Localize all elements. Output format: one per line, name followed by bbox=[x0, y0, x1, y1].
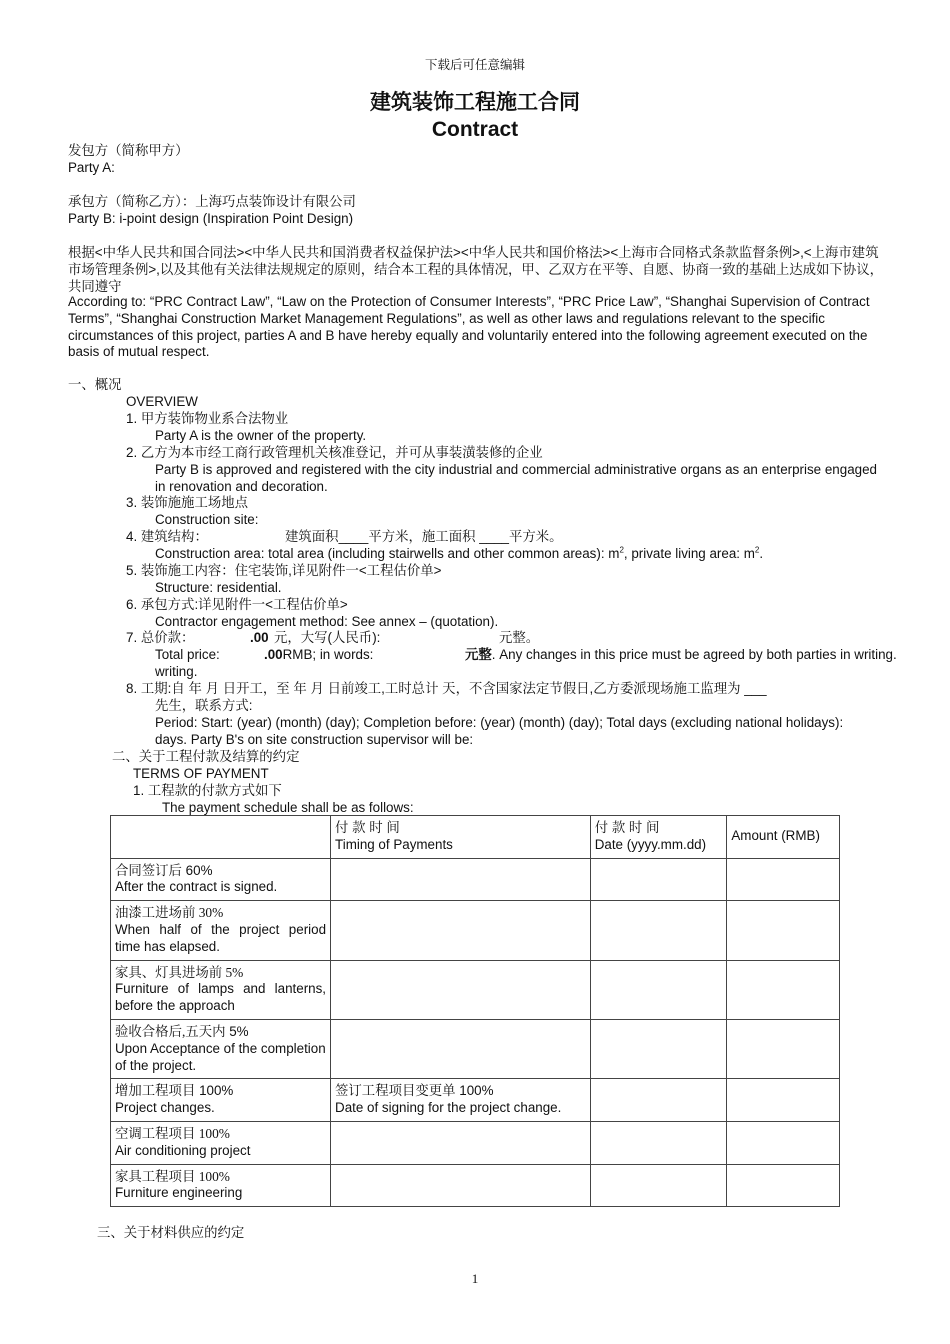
row-label: 空调工程项目 100% Air conditioning project bbox=[111, 1121, 331, 1164]
item-8-cn-cont: 先生，联系方式: bbox=[155, 698, 253, 713]
section-1-title-cn: 一、概况 bbox=[68, 377, 122, 392]
row-amount bbox=[727, 901, 840, 960]
row-date bbox=[590, 858, 727, 901]
preamble-english: According to: “PRC Contract Law”, “Law on the Protection of Consumer Interests”, “PRC Price Law”, “Shanghai Supervision of Contract Terms”, “Shanghai Construction Market Management Regulations”, as well as other laws and regulations relevant to the specific circumstances of this project, parties A and B have hereby equally and voluntarily entered into the following agreement executed on the basis of mutual respect. bbox=[68, 294, 870, 360]
section-2-title-en: TERMS OF PAYMENT bbox=[133, 766, 269, 781]
item-5-cn: 5. 装饰施工内容：住宅装饰,详见附件一<工程估价单> bbox=[126, 563, 442, 578]
item-7-en-cont: writing. bbox=[155, 664, 198, 679]
row-label: 油漆工进场前 30% When half of the project period time has elapsed. bbox=[111, 901, 331, 960]
row-label: 增加工程项目 100% Project changes. bbox=[111, 1079, 331, 1122]
item-4-cn-label: 4. 建筑结构： bbox=[126, 529, 208, 544]
row-date bbox=[590, 901, 727, 960]
item-6-en: Contractor engagement method: See annex – (quotation). bbox=[155, 614, 499, 629]
payment-schedule-table bbox=[110, 815, 840, 1207]
page-number: 1 bbox=[471, 1271, 479, 1286]
row-label: 家具工程项目 100% Furniture engineering bbox=[111, 1164, 331, 1207]
item-2-cn: 2. 乙方为本市经工商行政管理机关核准登记，并可从事装潢装修的企业 bbox=[126, 445, 543, 460]
party-b-label-cn: 承包方（简称乙方）：上海巧点装饰设计有限公司 bbox=[68, 194, 356, 209]
item-2-en: Party B is approved and registered with the city industrial and commercial administrative organs as an enterprise engaged in renovation and decoration. bbox=[155, 462, 877, 494]
row-amount bbox=[727, 858, 840, 901]
row-amount bbox=[727, 1121, 840, 1164]
item-7-en-amount: .00RMB; in words: bbox=[264, 647, 374, 662]
header-cell-timing: 付 款 时 间 Timing of Payments bbox=[331, 816, 591, 859]
item-7-en-words: 元整. Any changes in this price must be agreed by both parties in writing. bbox=[465, 647, 897, 662]
party-a-label-en: Party A: bbox=[68, 160, 115, 175]
row-date bbox=[590, 1121, 727, 1164]
payment-item-1-cn: 1. 工程款的付款方式如下 bbox=[133, 783, 282, 798]
item-5-en: Structure: residential. bbox=[155, 580, 282, 595]
row-timing bbox=[331, 1019, 591, 1078]
row-amount bbox=[727, 1019, 840, 1078]
row-date bbox=[590, 960, 727, 1019]
item-6-cn: 6. 承包方式:详见附件一<工程估价单> bbox=[126, 597, 348, 612]
item-4-en: Construction area: total area (including stairwells and other common areas): $m^2$, private living area: $m^2$. bbox=[155, 545, 764, 561]
table-row bbox=[111, 901, 840, 960]
row-amount bbox=[727, 1164, 840, 1207]
item-7-cn-decimal: .00 bbox=[250, 630, 269, 645]
table-row bbox=[111, 1121, 840, 1164]
item-7-cn-label: 7. 总价款： bbox=[126, 630, 195, 645]
table-row bbox=[111, 960, 840, 1019]
header-cell-empty bbox=[111, 816, 331, 859]
row-timing: 签订工程项目变更单 100% Date of signing for the project change. bbox=[331, 1079, 591, 1122]
row-amount bbox=[727, 960, 840, 1019]
item-8-cn: 8. 工期:自 年 月 日开工，至 年 月 日前竣工,工时总计 天，不含国家法定节假日,乙方委派现场施工监理为 ___ bbox=[126, 681, 767, 696]
table-row bbox=[111, 1019, 840, 1078]
party-b-label-en: Party B: i-point design (Inspiration Point Design) bbox=[68, 211, 354, 226]
row-label: 合同签订后 60% After the contract is signed. bbox=[111, 858, 331, 901]
item-3-cn: 3. 装饰施施工场地点 bbox=[126, 495, 249, 510]
item-1-cn: 1. 甲方装饰物业系合法物业 bbox=[126, 411, 289, 426]
preamble-chinese: 根据<中华人民共和国合同法><中华人民共和国消费者权益保护法><中华人民共和国价格法><上海市合同格式条款监督条例>,<上海市建筑市场管理条例>,以及其他有关法律法规规定的原则，结合本工程的具体情况，甲、乙双方在平等、自愿、协商一致的基础上达成如下协议，共同遵守 bbox=[68, 245, 883, 294]
item-7-en-label: Total price: bbox=[155, 647, 220, 662]
item-3-en: Construction site: bbox=[155, 512, 259, 527]
page-header: 下载后可任意编辑 bbox=[424, 58, 525, 72]
item-7-cn-suffix: 元整。 bbox=[499, 630, 540, 645]
item-1-en: Party A is the owner of the property. bbox=[155, 428, 367, 443]
item-4-cn-area: 建筑面积____平方米，施工面积 ____平方米。 bbox=[285, 529, 563, 544]
header-cell-amount: Amount (RMB) bbox=[727, 816, 840, 859]
row-label: 验收合格后,五天内 5% Upon Acceptance of the completion of the project. bbox=[111, 1019, 331, 1078]
row-timing bbox=[331, 858, 591, 901]
row-date bbox=[590, 1079, 727, 1122]
payment-item-1-en: The payment schedule shall be as follows: bbox=[162, 800, 414, 815]
row-amount bbox=[727, 1079, 840, 1122]
row-timing bbox=[331, 901, 591, 960]
section-2-title-cn: 二、关于工程付款及结算的约定 bbox=[112, 749, 300, 764]
item-7-cn-words-label: 元，大写(人民币): bbox=[274, 630, 381, 645]
table-row bbox=[111, 1079, 840, 1122]
section-3-title-cn: 三、关于材料供应的约定 bbox=[97, 1225, 245, 1240]
row-timing bbox=[331, 960, 591, 1019]
party-a-label-cn: 发包方（简称甲方） bbox=[68, 143, 189, 158]
item-8-en: Period: Start: (year) (month) (day); Completion before: (year) (month) (day); Total days (excluding national holidays): days. Party B's on site construction supervisor will be: bbox=[155, 715, 844, 747]
table-header-row bbox=[111, 816, 840, 859]
table-row bbox=[111, 1164, 840, 1207]
table-row bbox=[111, 858, 840, 901]
header-cell-date: 付 款 时 间 Date (yyyy.mm.dd) bbox=[590, 816, 727, 859]
row-timing bbox=[331, 1164, 591, 1207]
row-timing bbox=[331, 1121, 591, 1164]
document-title-english: Contract bbox=[431, 118, 519, 141]
section-1-title-en: OVERVIEW bbox=[126, 394, 198, 409]
row-date bbox=[590, 1164, 727, 1207]
document-title-chinese: 建筑装饰工程施工合同 bbox=[370, 91, 580, 114]
row-date bbox=[590, 1019, 727, 1078]
row-label: 家具、灯具进场前 5% Furniture of lamps and lanterns, before the approach bbox=[111, 960, 331, 1019]
